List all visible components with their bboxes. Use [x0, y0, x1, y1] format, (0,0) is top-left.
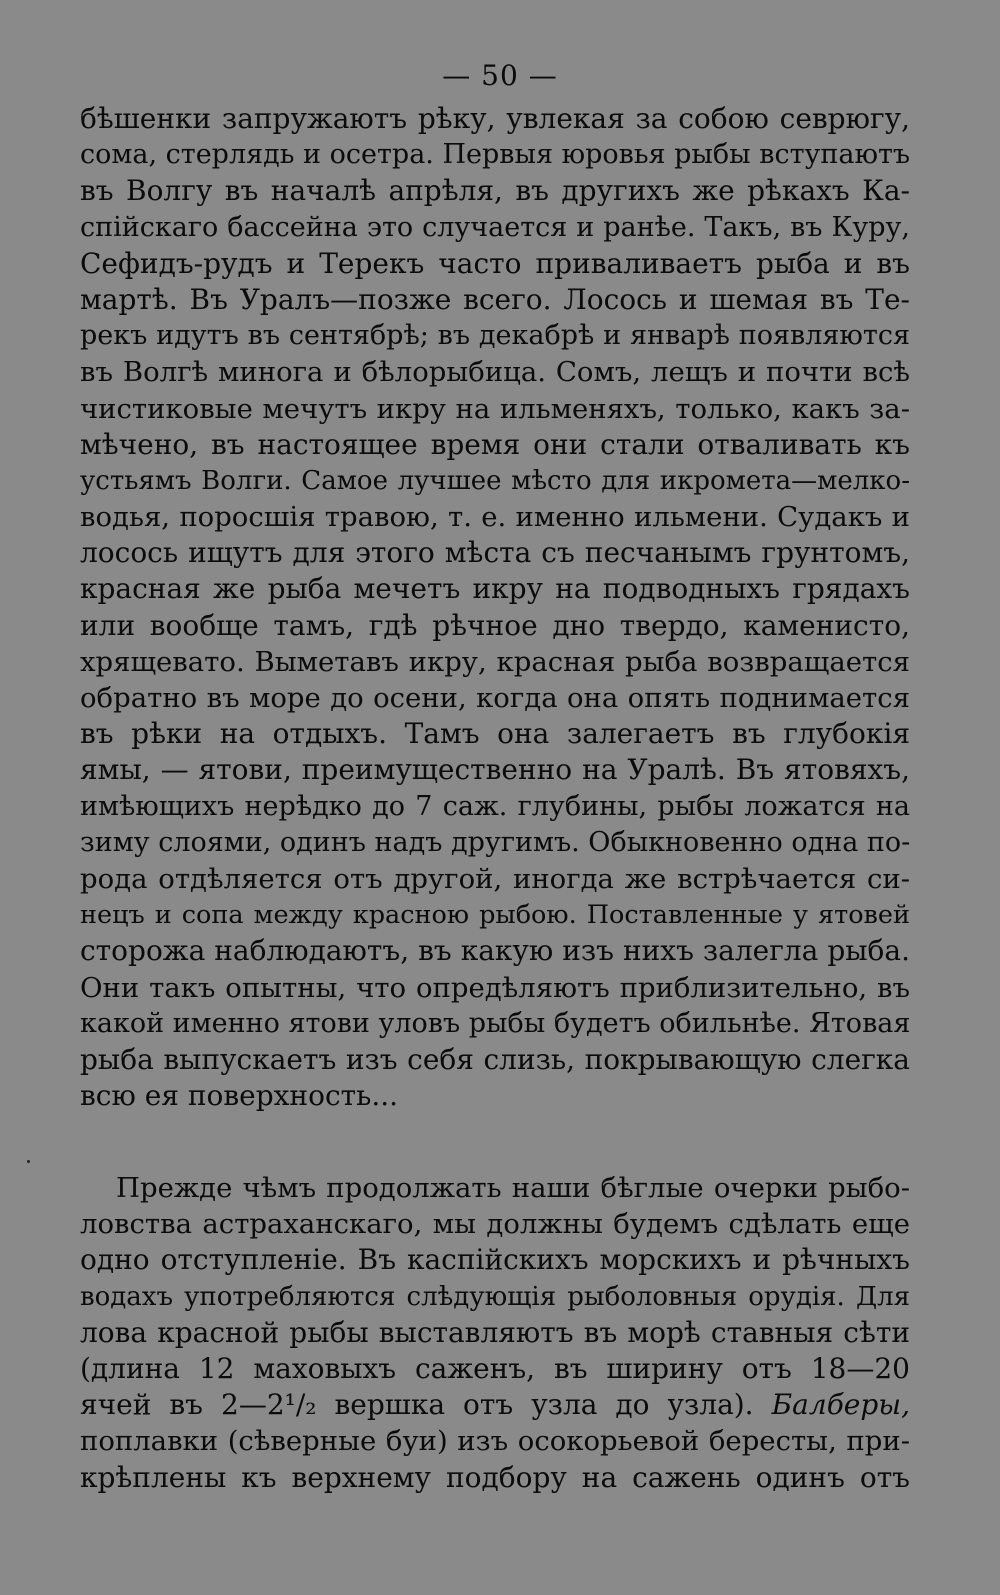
text-line: хрящевато. Выметавъ икру, красная рыба возвращается: [80, 645, 910, 678]
text-line: лова красной рыбы выставляютъ въ морѣ ставныя сѣти: [80, 1315, 910, 1349]
text-line: водахъ употребляются слѣдующія рыболовныя орудія. Для: [80, 1281, 910, 1312]
stray-mark: [27, 1160, 30, 1163]
text-line: (длина 12 маховыхъ саженъ, въ ширину отъ 18—20: [80, 1351, 910, 1385]
text-line: всю ея поверхность...: [80, 1079, 399, 1113]
text-line: спійскаго бассейна это случается и ранѣе. Такъ, въ Куру,: [80, 211, 910, 243]
text-line: Они такъ опытны, что опредѣляютъ приблизительно, въ: [80, 971, 910, 1004]
text-line-with-italic: [80, 1387, 910, 1423]
text-line: одно отступленіе. Въ каспійскихъ морскихъ и рѣчныхъ: [80, 1243, 910, 1277]
text-line: нецъ и сопа между красною рыбою. Поставленные у ятовей: [80, 900, 910, 931]
text-line: рода отдѣляется отъ другой, иногда же встрѣчается си-: [80, 862, 910, 895]
text-line: зиму слоями, одинъ надъ другимъ. Обыкновенно одна по-: [80, 826, 911, 858]
text-line: бѣшенки запружаютъ рѣку, увлекая за собою севрюгу,: [80, 102, 910, 135]
text-line: сома, стерлядь и осетра. Первыя юровья рыбы вступаютъ: [80, 139, 911, 171]
text-line: въ Волгу въ началѣ апрѣля, въ другихъ же рѣкахъ Ка-: [80, 174, 910, 208]
text-line: устьямъ Волги. Самое лучшее мѣсто для икромета—мелко-: [80, 465, 910, 496]
text-line: ямы, — ятови, преимущественно на Уралѣ. Въ ятовяхъ,: [80, 753, 910, 787]
text-line: Сефидъ-рудъ и Терекъ часто приваливаетъ рыба и въ: [80, 246, 910, 280]
text-line: какой именно ятови уловъ рыбы будетъ обильнѣе. Ятовая: [80, 1007, 911, 1039]
text-line: Прежде чѣмъ продолжать наши бѣглые очерки рыбо-: [116, 1172, 910, 1204]
text-line: мартѣ. Въ Уралъ—позже всего. Лосось и шемая въ Те-: [80, 282, 910, 316]
text-line: въ рѣки на отдыхъ. Тамъ она залегаетъ въ глубокія: [80, 717, 910, 751]
text-line: ловства астраханскаго, мы должны будемъ сдѣлать еще: [80, 1208, 910, 1241]
paragraph-2: [80, 1170, 910, 1496]
text-line: красная же рыба мечетъ икру на подводныхъ грядахъ: [80, 572, 910, 606]
text-line: лосось ищутъ для этого мѣста съ песчанымъ грунтомъ,: [80, 536, 910, 570]
text-line: мѣчено, въ настоящее время они стали отваливать къ: [80, 427, 910, 461]
text-line: имѣющихъ нерѣдко до 7 саж. глубины, рыбы ложатся на: [80, 790, 910, 822]
text-line: или вообще тамъ, гдѣ рѣчное дно твердо, каменисто,: [80, 608, 910, 642]
italic-term: Балберы,: [771, 1388, 910, 1422]
text-line: поплавки (сѣверные буи) изъ осокорьевой бересты, при-: [80, 1425, 910, 1458]
text-line: водья, поросшія травою, т. е. именно ильмени. Судакъ и: [80, 501, 910, 534]
text-line: рыба выпускаетъ изъ себя слизь, покрывающую слегка: [80, 1042, 910, 1076]
text-line: чистиковые мечутъ икру на ильменяхъ, только, какъ за-: [80, 392, 910, 425]
page-number: — 50 —: [442, 59, 558, 92]
paragraph-1: [80, 101, 910, 1114]
text-line: сторожа наблюдаютъ, въ какую изъ нихъ залегла рыба.: [80, 934, 910, 968]
text-line: рекъ идутъ въ сентябрѣ; въ декабрѣ и январѣ появляются: [80, 320, 910, 352]
text-line: въ Волгѣ минога и бѣлорыбица. Сомъ, лещъ и почти всѣ: [80, 356, 910, 389]
text-line: обратно въ море до осени, когда она опять поднимается: [80, 682, 910, 714]
text-line: крѣплены къ верхнему подбору на сажень одинъ отъ: [80, 1460, 910, 1494]
text-segment: ячей въ 2—2¹/₂ вершка отъ узла до узла).: [80, 1388, 754, 1422]
